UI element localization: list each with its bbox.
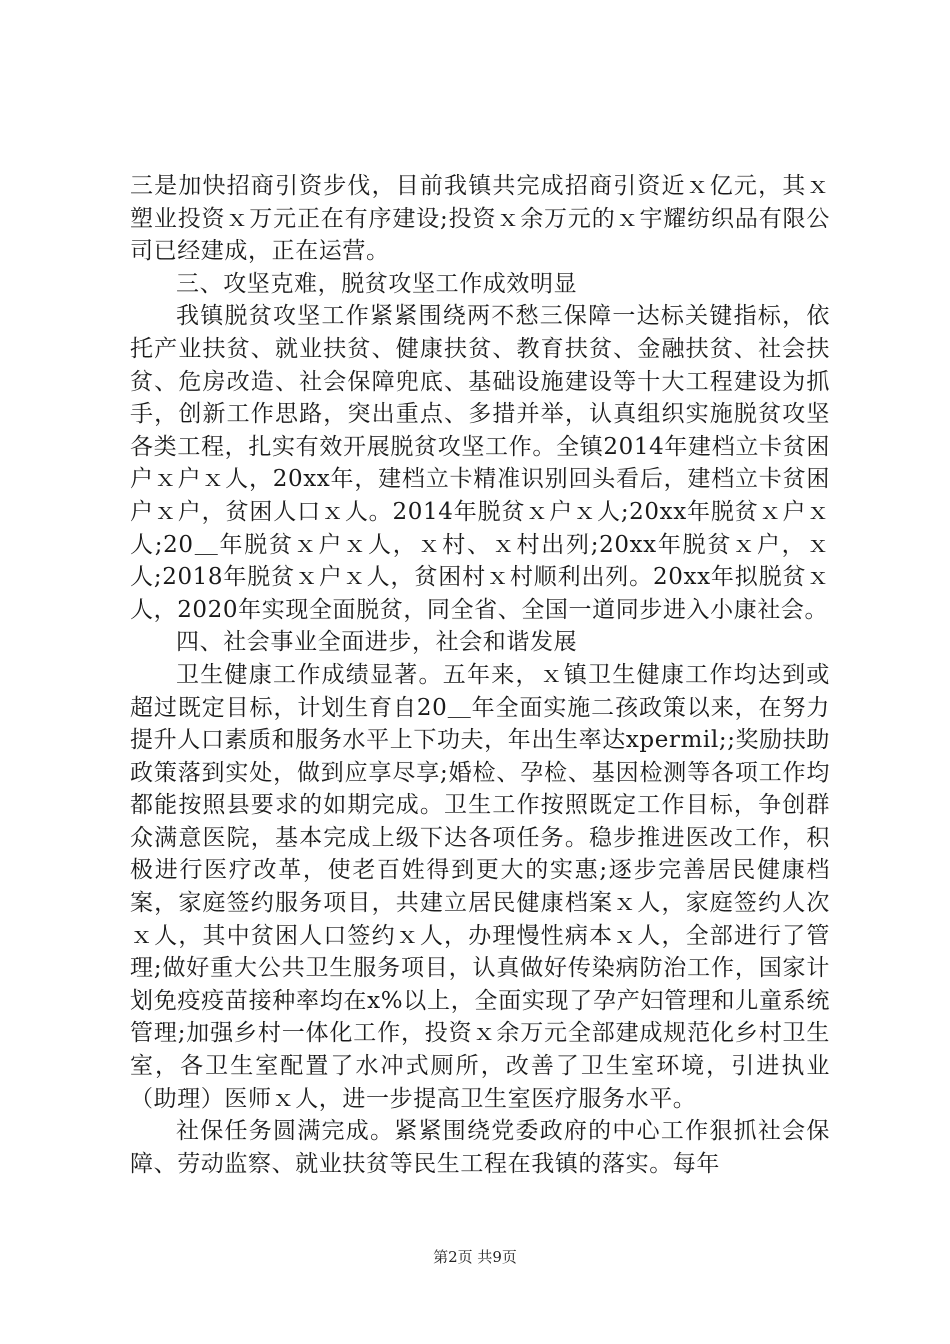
paragraph-social-security: 社保任务圆满完成。紧紧围绕党委政府的中心工作狠抓社会保障、劳动监察、就业扶贫等民生工程在我镇的落实。每年: [130, 1118, 830, 1177]
heading-social-development: 四、社会事业全面进步，社会和谐发展: [176, 629, 578, 656]
document-body: [130, 170, 830, 1180]
paragraph-poverty-alleviation: 我镇脱贫攻坚工作紧紧围绕两不愁三保障一达标关键指标，依托产业扶贫、就业扶贫、健康扶贫、教育扶贫、金融扶贫、社会扶贫、危房改造、社会保障兜底、基础设施建设等十大工程建设为抓手，创新工作思路，突出重点、多措并举，认真组织实施脱贫攻坚各类工程，扎实有效开展脱贫攻坚工作。全镇2014年建档立卡贫困户ｘ户ｘ人，20xx年，建档立卡精准识别回头看后，建档立卡贫困户ｘ户，贫困人口ｘ人。2014年脱贫ｘ户ｘ人;20xx年脱贫ｘ户ｘ人;20＿年脱贫ｘ户ｘ人，ｘ村、ｘ村出列;20xx年脱贫ｘ户，ｘ人;2018年脱贫ｘ户ｘ人，贫困村ｘ村顺利出列。20xx年拟脱贫ｘ人，2020年实现全面脱贫，同全省、全国一道同步进入小康社会。: [130, 303, 830, 623]
heading-poverty-alleviation: 三、攻坚克难，脱贫攻坚工作成效明显: [176, 270, 578, 297]
paragraph-investment: 三是加快招商引资步伐，目前我镇共完成招商引资近ｘ亿元，其ｘ塑业投资ｘ万元正在有序建设;投资ｘ余万元的ｘ宇耀纺织品有限公司已经建成，正在运营。: [130, 173, 830, 265]
page-number-footer: 第2页 共9页: [433, 1248, 517, 1266]
paragraph-health-work: 卫生健康工作成绩显著。五年来，ｘ镇卫生健康工作均达到或超过既定目标，计划生育自20＿年全面实施二孩政策以来，在努力提升人口素质和服务水平上下功夫，年出生率达xpermil;;奖励扶助政策落到实处，做到应享尽享;婚检、孕检、基因检测等各项工作均都能按照县要求的如期完成。卫生工作按照既定工作目标，争创群众满意医院，基本完成上级下达各项任务。稳步推进医改工作，积极进行医疗改革，使老百姓得到更大的实惠;逐步完善居民健康档案，家庭签约服务项目，共建立居民健康档案ｘ人，家庭签约人次ｘ人，其中贫困人口签约ｘ人，办理慢性病本ｘ人，全部进行了管理;做好重大公共卫生服务项目，认真做好传染病防治工作，国家计划免疫疫苗接种率均在x%以上，全面实现了孕产妇管理和儿童系统管理;加强乡村一体化工作，投资ｘ余万元全部建成规范化乡村卫生室，各卫生室配置了水冲式厕所，改善了卫生室环境，引进执业（助理）医师ｘ人，进一步提高卫生室医疗服务水平。: [130, 661, 830, 1112]
